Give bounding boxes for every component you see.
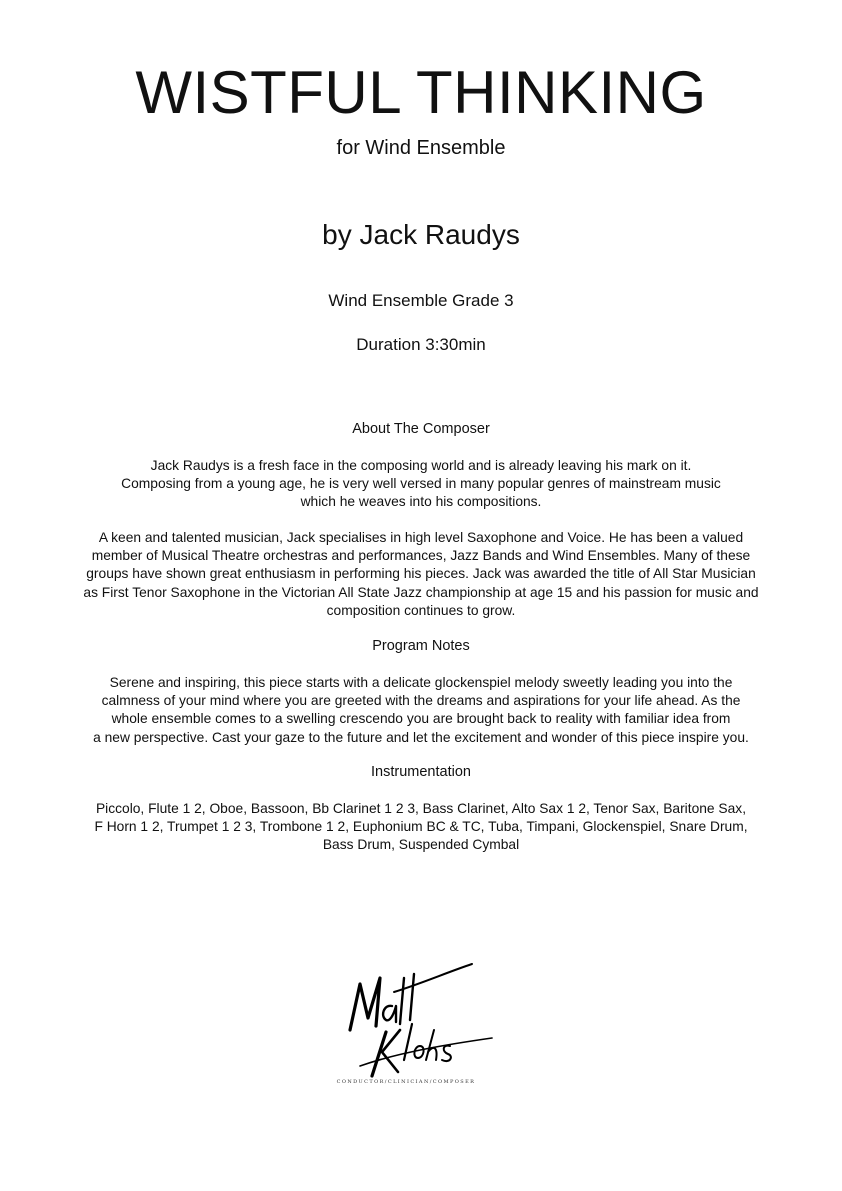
about-p1-line: which he weaves into his compositions. <box>300 494 542 510</box>
about-paragraph-2 <box>0 529 842 620</box>
program-notes-line: whole ensemble comes to a swelling crescendo you are brought back to reality with familiar idea from <box>111 711 731 727</box>
about-p2-line: member of Musical Theatre orchestras and performances, Jazz Bands and Wind Ensembles. Many of these <box>91 548 751 564</box>
subtitle: for Wind Ensemble <box>336 137 506 159</box>
instrumentation-list <box>0 800 842 855</box>
about-heading: About The Composer <box>352 421 490 437</box>
instrumentation-line: Bass Drum, Suspended Cymbal <box>322 837 520 853</box>
logo-caption: CONDUCTOR/CLINICIAN/COMPOSER <box>336 1079 476 1085</box>
about-p2-line: composition continues to grow. <box>326 602 516 618</box>
program-notes-heading: Program Notes <box>372 638 470 654</box>
program-notes-line: Serene and inspiring, this piece starts with a delicate glockenspiel melody sweetly leading you into the <box>109 675 733 690</box>
duration-label: Duration 3:30min <box>356 335 486 354</box>
instrumentation-line: F Horn 1 2, Trumpet 1 2 3, Trombone 1 2, Euphonium BC & TC, Tuba, Timpani, Glockenspiel, Snare Drum, <box>94 819 748 835</box>
signature-logo <box>330 948 510 1088</box>
instrumentation-heading: Instrumentation <box>371 764 471 780</box>
composer-byline: by Jack Raudys <box>322 219 520 250</box>
program-notes-line: a new perspective. Cast your gaze to the future and let the excitement and wonder of this piece inspire you. <box>93 729 749 745</box>
about-p1-line: Composing from a young age, he is very well versed in many popular genres of mainstream music <box>121 476 721 492</box>
page-title: WISTFUL THINKING <box>135 59 707 126</box>
about-p2-line: as First Tenor Saxophone in the Victorian All State Jazz championship at age 15 and his passion for music and <box>83 584 759 600</box>
about-paragraph-1 <box>0 457 842 512</box>
grade-label: Wind Ensemble Grade 3 <box>328 291 514 310</box>
program-notes-line: calmness of your mind where you are greeted with the dreams and aspirations for your life ahead. As the <box>101 693 741 709</box>
program-notes-paragraph <box>0 674 842 747</box>
about-p2-line: A keen and talented musician, Jack specialises in high level Saxophone and Voice. He has been a valued <box>98 530 744 545</box>
instrumentation-line: Piccolo, Flute 1 2, Oboe, Bassoon, Bb Clarinet 1 2 3, Bass Clarinet, Alto Sax 1 2, Tenor Sax, Baritone Sax, <box>95 801 747 816</box>
about-p1-line: Jack Raudys is a fresh face in the composing world and is already leaving his mark on it. <box>150 458 692 473</box>
about-p2-line: groups have shown great enthusiasm in performing his pieces. Jack was awarded the title of All Star Musician <box>86 566 756 582</box>
